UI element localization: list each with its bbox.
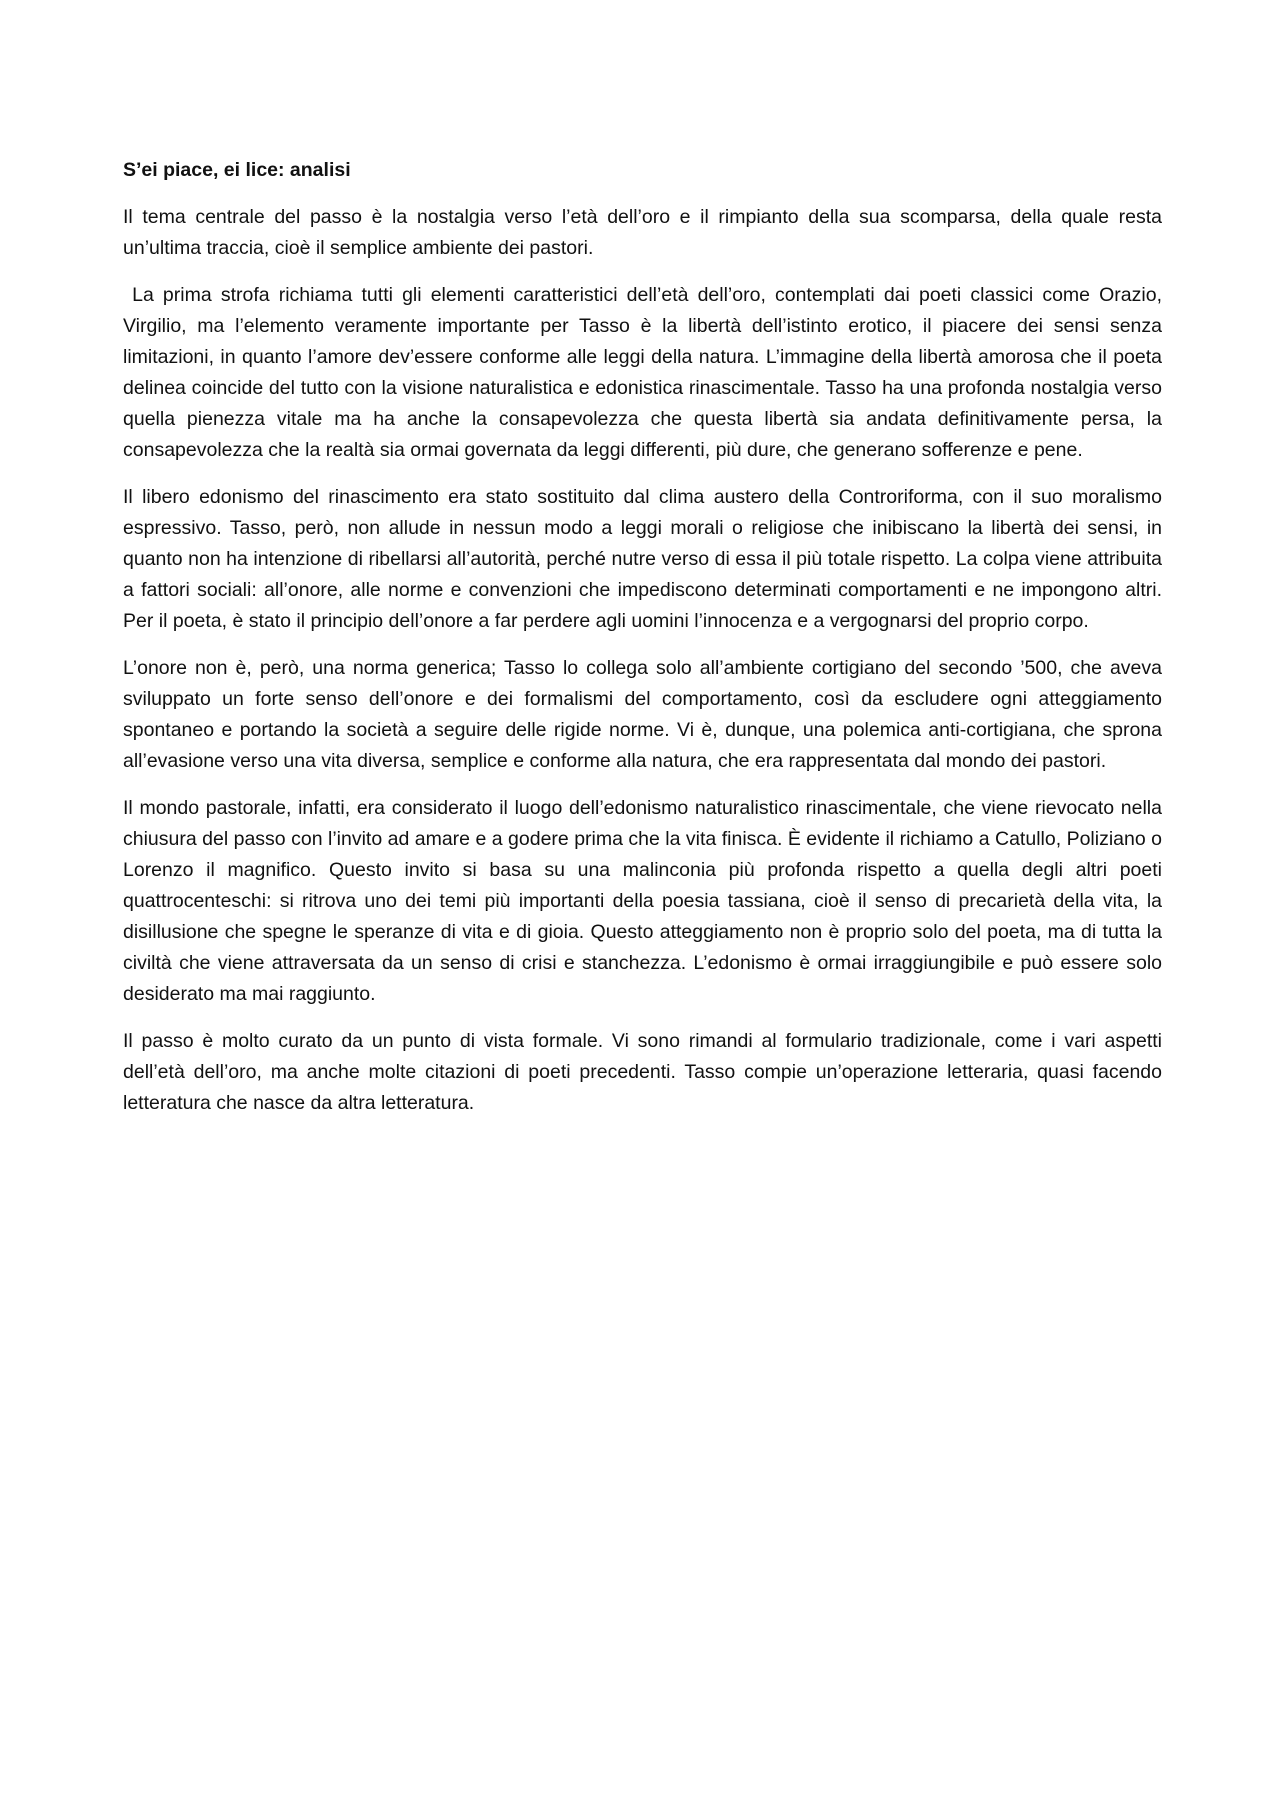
paragraph: Il tema centrale del passo è la nostalgia verso l’età dell’oro e il rimpianto della sua scomparsa, della quale resta un’ultima traccia, cioè il semplice ambiente dei pastori. [123, 206, 1168, 259]
paragraph: Il mondo pastorale, infatti, era considerato il luogo dell’edonismo naturalistico rinascimentale, che viene rievocato nella chiusura del passo con l’invito ad amare e a godere prima che la vita finisca. È evidente il richiamo a Catullo, Poliziano o Lorenzo il magnifico. Questo invito si basa su una malinconia più profonda rispetto a quella degli altri poeti quattrocenteschi: si ritrova uno dei temi più importanti della poesia tassiana, cioè il senso di precarietà della vita, la disillusione che spegne le speranze di vita e di gioia. Questo atteggiamento non è proprio solo del poeta, ma di tutta la civiltà che viene attraversata da un senso di crisi e stanchezza. L’edonismo è ormai irraggiungibile e può essere solo desiderato ma mai raggiunto. [123, 797, 1168, 1005]
paragraph: Il libero edonismo del rinascimento era stato sostituito dal clima austero della Controriforma, con il suo moralismo espressivo. Tasso, però, non allude in nessun modo a leggi morali o religiose che inibiscano la libertà dei sensi, in quanto non ha intenzione di ribellarsi all’autorità, perché nutre verso di essa il più totale rispetto. La colpa viene attribuita a fattori sociali: all’onore, alle norme e convenzioni che impediscono determinati comportamenti e ne impongono altri. Per il poeta, è stato il principio dell’onore a far perdere agli uomini l’innocenza e a vergognarsi del proprio corpo. [123, 486, 1168, 632]
paragraph: Il passo è molto curato da un punto di vista formale. Vi sono rimandi al formulario tradizionale, come i vari aspetti dell’età dell’oro, ma anche molte citazioni di poeti precedenti. Tasso compie un’operazione letteraria, quasi facendo letteratura che nasce da altra letteratura. [123, 1030, 1168, 1114]
document-title: S’ei piace, ei lice: analisi [123, 159, 351, 181]
paragraph: L’onore non è, però, una norma generica; Tasso lo collega solo all’ambiente cortigiano del secondo ’500, che aveva sviluppato un forte senso dell’onore e dei formalismi del comportamento, così da escludere ogni atteggiamento spontaneo e portando la società a seguire delle rigide norme. Vi è, dunque, una polemica anti-cortigiana, che sprona all’evasione verso una vita diversa, semplice e conforme alla natura, che era rappresentata dal mondo dei pastori. [123, 657, 1168, 772]
paragraph: La prima strofa richiama tutti gli elementi caratteristici dell’età dell’oro, contemplati dai poeti classici come Orazio, Virgilio, ma l’elemento veramente importante per Tasso è la libertà dell’istinto erotico, il piacere dei sensi senza limitazioni, in quanto l’amore dev’essere conforme alle leggi della natura. L’immagine della libertà amorosa che il poeta delinea coincide del tutto con la visione naturalistica e edonistica rinascimentale. Tasso ha una profonda nostalgia verso quella pienezza vitale ma ha anche la consapevolezza che questa libertà sia andata definitivamente persa, la consapevolezza che la realtà sia ormai governata da leggi differenti, più dure, che generano sofferenze e pene. [123, 284, 1168, 461]
document-body [123, 155, 1168, 1135]
